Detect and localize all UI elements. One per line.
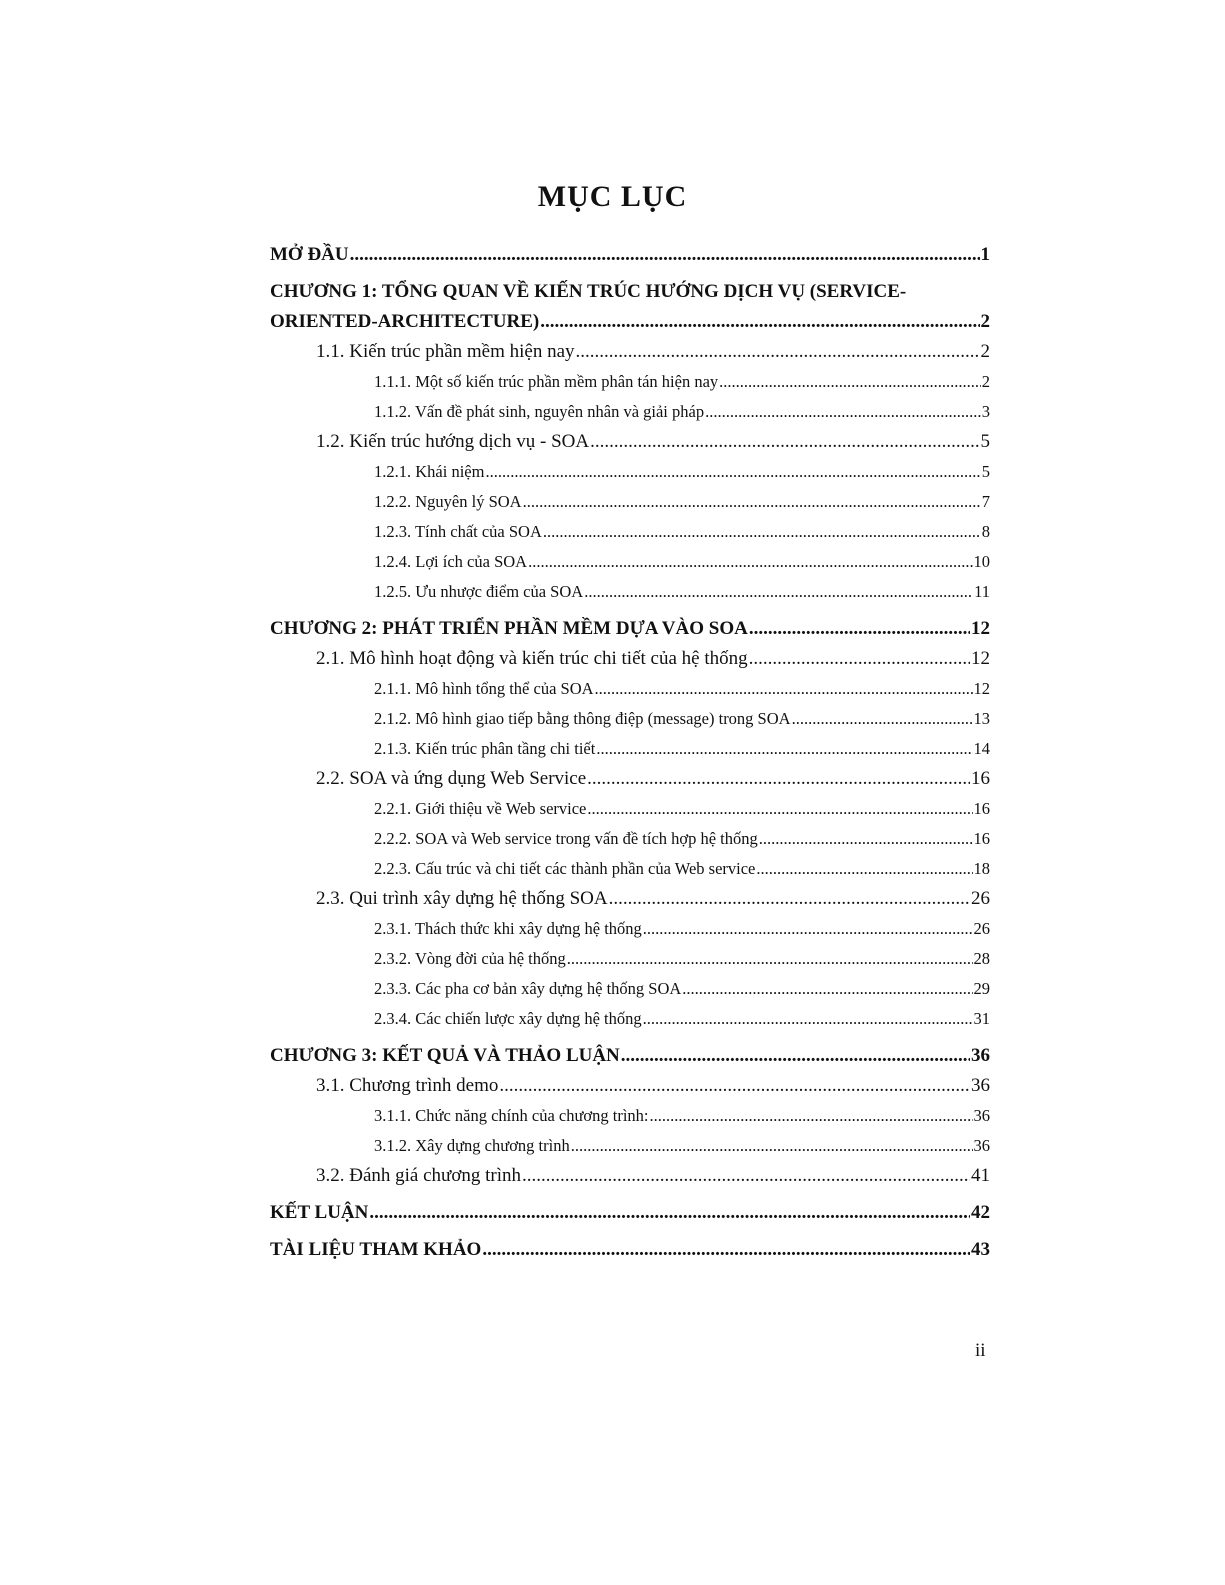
toc-entry-page: 36 bbox=[973, 1136, 990, 1155]
toc-entry-3-1[interactable] bbox=[270, 1071, 990, 1101]
toc-entry-page: 2 bbox=[980, 311, 990, 332]
toc-entry-text-line2: ORIENTED-ARCHITECTURE) bbox=[270, 311, 540, 332]
toc-entry-page: 42 bbox=[971, 1202, 990, 1223]
toc-entry-text: 1.2.2. Nguyên lý SOA bbox=[374, 492, 522, 511]
dot-leader bbox=[350, 240, 980, 270]
dot-leader bbox=[587, 764, 970, 794]
toc-entry-page: 43 bbox=[971, 1239, 990, 1260]
toc-entry-2-1-1[interactable] bbox=[270, 674, 990, 704]
toc-entry-text: 3.2. Đánh giá chương trình bbox=[316, 1165, 522, 1186]
dot-leader bbox=[540, 307, 979, 337]
dot-leader bbox=[576, 337, 980, 367]
toc-entry-1-2-2[interactable] bbox=[270, 487, 990, 517]
toc-entry-page: 26 bbox=[973, 919, 990, 938]
dot-leader bbox=[567, 944, 973, 974]
toc-entry-2-3[interactable] bbox=[270, 884, 990, 914]
toc-entry-mo-dau[interactable] bbox=[270, 240, 990, 270]
dot-leader bbox=[650, 1101, 973, 1131]
toc-entry-page: 16 bbox=[973, 799, 990, 818]
toc-entry-2-3-3[interactable] bbox=[270, 974, 990, 1004]
toc-entry-3-1-2[interactable] bbox=[270, 1131, 990, 1161]
toc-entry-1-2-1[interactable] bbox=[270, 457, 990, 487]
toc-entry-2-3-1[interactable] bbox=[270, 914, 990, 944]
toc-entry-tai-lieu[interactable] bbox=[270, 1235, 990, 1265]
toc-entry-text: 2.2. SOA và ứng dụng Web Service bbox=[316, 768, 587, 789]
toc-entry-3-2[interactable] bbox=[270, 1161, 990, 1191]
toc-entry-page: 14 bbox=[973, 739, 990, 758]
toc-entry-2-2-2[interactable] bbox=[270, 824, 990, 854]
toc-entry-page: 36 bbox=[973, 1106, 990, 1125]
toc-entry-2-3-2[interactable] bbox=[270, 944, 990, 974]
toc-entry-page: 3 bbox=[981, 402, 990, 421]
toc-entry-page: 2 bbox=[981, 372, 990, 391]
toc-entry-page: 26 bbox=[971, 888, 990, 909]
toc-entry-page: 13 bbox=[973, 709, 990, 728]
toc-entry-text: 2.2.2. SOA và Web service trong vấn đề tích hợp hệ thống bbox=[374, 829, 758, 848]
toc-entry-page: 2 bbox=[980, 341, 990, 362]
toc-entry-2-2-1[interactable] bbox=[270, 794, 990, 824]
toc-entry-chapter-1[interactable] bbox=[270, 277, 990, 337]
dot-leader bbox=[528, 547, 972, 577]
toc-entry-text: 2.3.4. Các chiến lược xây dựng hệ thống bbox=[374, 1009, 642, 1028]
toc-entry-text: 2.1. Mô hình hoạt động và kiến trúc chi tiết của hệ thống bbox=[316, 648, 748, 669]
dot-leader bbox=[792, 704, 973, 734]
dot-leader bbox=[643, 1004, 973, 1034]
dot-leader bbox=[759, 824, 973, 854]
dot-leader bbox=[682, 974, 972, 1004]
toc-entry-text: MỞ ĐẦU bbox=[270, 244, 349, 265]
dot-leader bbox=[482, 1235, 970, 1265]
toc-entry-1-2-4[interactable] bbox=[270, 547, 990, 577]
toc-entry-page: 12 bbox=[971, 648, 990, 669]
toc-entry-text: 1.1.1. Một số kiến trúc phần mềm phân tán hiện nay bbox=[374, 372, 719, 391]
toc-entry-page: 28 bbox=[973, 949, 990, 968]
toc-entry-page: 36 bbox=[971, 1075, 990, 1096]
table-of-contents bbox=[270, 240, 990, 1265]
toc-entry-text: 1.2.3. Tính chất của SOA bbox=[374, 522, 542, 541]
dot-leader bbox=[749, 614, 970, 644]
toc-entry-page: 5 bbox=[980, 431, 990, 452]
toc-entry-text: CHƯƠNG 2: PHÁT TRIỂN PHẦN MỀM DỰA VÀO SOA bbox=[270, 618, 748, 639]
page-title: MỤC LỤC bbox=[537, 180, 688, 213]
toc-entry-1-1[interactable] bbox=[270, 337, 990, 367]
toc-entry-text: 3.1.2. Xây dựng chương trình bbox=[374, 1136, 570, 1155]
dot-leader bbox=[756, 854, 972, 884]
toc-entry-text: 1.2.4. Lợi ích của SOA bbox=[374, 552, 528, 571]
dot-leader bbox=[596, 734, 972, 764]
toc-entry-2-1[interactable] bbox=[270, 644, 990, 674]
toc-entry-1-2-5[interactable] bbox=[270, 577, 990, 607]
dot-leader bbox=[719, 367, 981, 397]
dot-leader bbox=[643, 914, 973, 944]
dot-leader bbox=[705, 397, 981, 427]
dot-leader bbox=[609, 884, 970, 914]
toc-entry-text: 3.1.1. Chức năng chính của chương trình: bbox=[374, 1106, 649, 1125]
toc-entry-page: 29 bbox=[973, 979, 990, 998]
dot-leader bbox=[571, 1131, 973, 1161]
toc-entry-page: 41 bbox=[971, 1165, 990, 1186]
toc-entry-2-1-2[interactable] bbox=[270, 704, 990, 734]
toc-entry-page: 8 bbox=[981, 522, 990, 541]
toc-entry-page: 7 bbox=[981, 492, 990, 511]
toc-entry-1-2-3[interactable] bbox=[270, 517, 990, 547]
toc-entry-2-3-4[interactable] bbox=[270, 1004, 990, 1034]
dot-leader bbox=[584, 577, 973, 607]
toc-entry-text: 2.1.3. Kiến trúc phân tầng chi tiết bbox=[374, 739, 596, 758]
toc-entry-text: 2.3.1. Thách thức khi xây dựng hệ thống bbox=[374, 919, 642, 938]
toc-entry-chapter-3[interactable] bbox=[270, 1041, 990, 1071]
toc-entry-text: 1.2.1. Khái niệm bbox=[374, 462, 485, 481]
toc-entry-page: 11 bbox=[974, 582, 990, 601]
toc-entry-text: 1.1.2. Vấn đề phát sinh, nguyên nhân và giải pháp bbox=[374, 402, 705, 421]
toc-entry-chapter-2[interactable] bbox=[270, 614, 990, 644]
toc-entry-page: 10 bbox=[973, 552, 990, 571]
toc-entry-page: 16 bbox=[973, 829, 990, 848]
toc-entry-2-1-3[interactable] bbox=[270, 734, 990, 764]
dot-leader bbox=[749, 644, 970, 674]
dot-leader bbox=[595, 674, 973, 704]
dot-leader bbox=[587, 794, 972, 824]
toc-entry-page: 16 bbox=[971, 768, 990, 789]
dot-leader bbox=[523, 487, 981, 517]
toc-entry-2-2[interactable] bbox=[270, 764, 990, 794]
toc-entry-text: KẾT LUẬN bbox=[270, 1202, 369, 1223]
toc-entry-1-1-2[interactable] bbox=[270, 397, 990, 427]
dot-leader bbox=[499, 1071, 970, 1101]
dot-leader bbox=[590, 427, 979, 457]
toc-entry-text-line1: CHƯƠNG 1: TỔNG QUAN VỀ KIẾN TRÚC HƯỚNG DỊCH VỤ (SERVICE- bbox=[270, 281, 907, 302]
toc-entry-text: 2.1.1. Mô hình tổng thể của SOA bbox=[374, 679, 594, 698]
dot-leader bbox=[522, 1161, 970, 1191]
toc-entry-text: CHƯƠNG 3: KẾT QUẢ VÀ THẢO LUẬN bbox=[270, 1045, 620, 1066]
dot-leader bbox=[621, 1041, 970, 1071]
toc-entry-2-2-3[interactable] bbox=[270, 854, 990, 884]
toc-entry-page: 18 bbox=[973, 859, 990, 878]
toc-entry-page: 12 bbox=[973, 679, 990, 698]
toc-entry-text: 2.2.1. Giới thiệu về Web service bbox=[374, 799, 587, 818]
dot-leader bbox=[485, 457, 980, 487]
toc-entry-text: 2.2.3. Cấu trúc và chi tiết các thành phần của Web service bbox=[374, 859, 756, 878]
toc-entry-text: 2.3.2. Vòng đời của hệ thống bbox=[374, 949, 566, 968]
toc-entry-text: TÀI LIỆU THAM KHẢO bbox=[270, 1239, 482, 1260]
toc-entry-1-1-1[interactable] bbox=[270, 367, 990, 397]
toc-entry-page: 1 bbox=[980, 244, 990, 265]
toc-entry-1-2[interactable] bbox=[270, 427, 990, 457]
toc-entry-text: 1.2.5. Ưu nhược điểm của SOA bbox=[374, 582, 584, 601]
toc-entry-page: 12 bbox=[971, 618, 990, 639]
toc-entry-page: 31 bbox=[973, 1009, 990, 1028]
dot-leader bbox=[369, 1198, 970, 1228]
toc-entry-text: 1.2. Kiến trúc hướng dịch vụ - SOA bbox=[316, 431, 590, 452]
toc-entry-page: 5 bbox=[981, 462, 990, 481]
toc-entry-text: 1.1. Kiến trúc phần mềm hiện nay bbox=[316, 341, 575, 362]
toc-entry-ket-luan[interactable] bbox=[270, 1198, 990, 1228]
toc-entry-page: 36 bbox=[971, 1045, 990, 1066]
toc-entry-text: 2.1.2. Mô hình giao tiếp bằng thông điệp (message) trong SOA bbox=[374, 709, 791, 728]
toc-entry-text: 3.1. Chương trình demo bbox=[316, 1075, 499, 1096]
toc-entry-text: 2.3. Qui trình xây dựng hệ thống SOA bbox=[316, 888, 608, 909]
dot-leader bbox=[543, 517, 981, 547]
toc-entry-text: 2.3.3. Các pha cơ bản xây dựng hệ thống SOA bbox=[374, 979, 682, 998]
page-number: ii bbox=[975, 1340, 986, 1361]
toc-entry-3-1-1[interactable] bbox=[270, 1101, 990, 1131]
